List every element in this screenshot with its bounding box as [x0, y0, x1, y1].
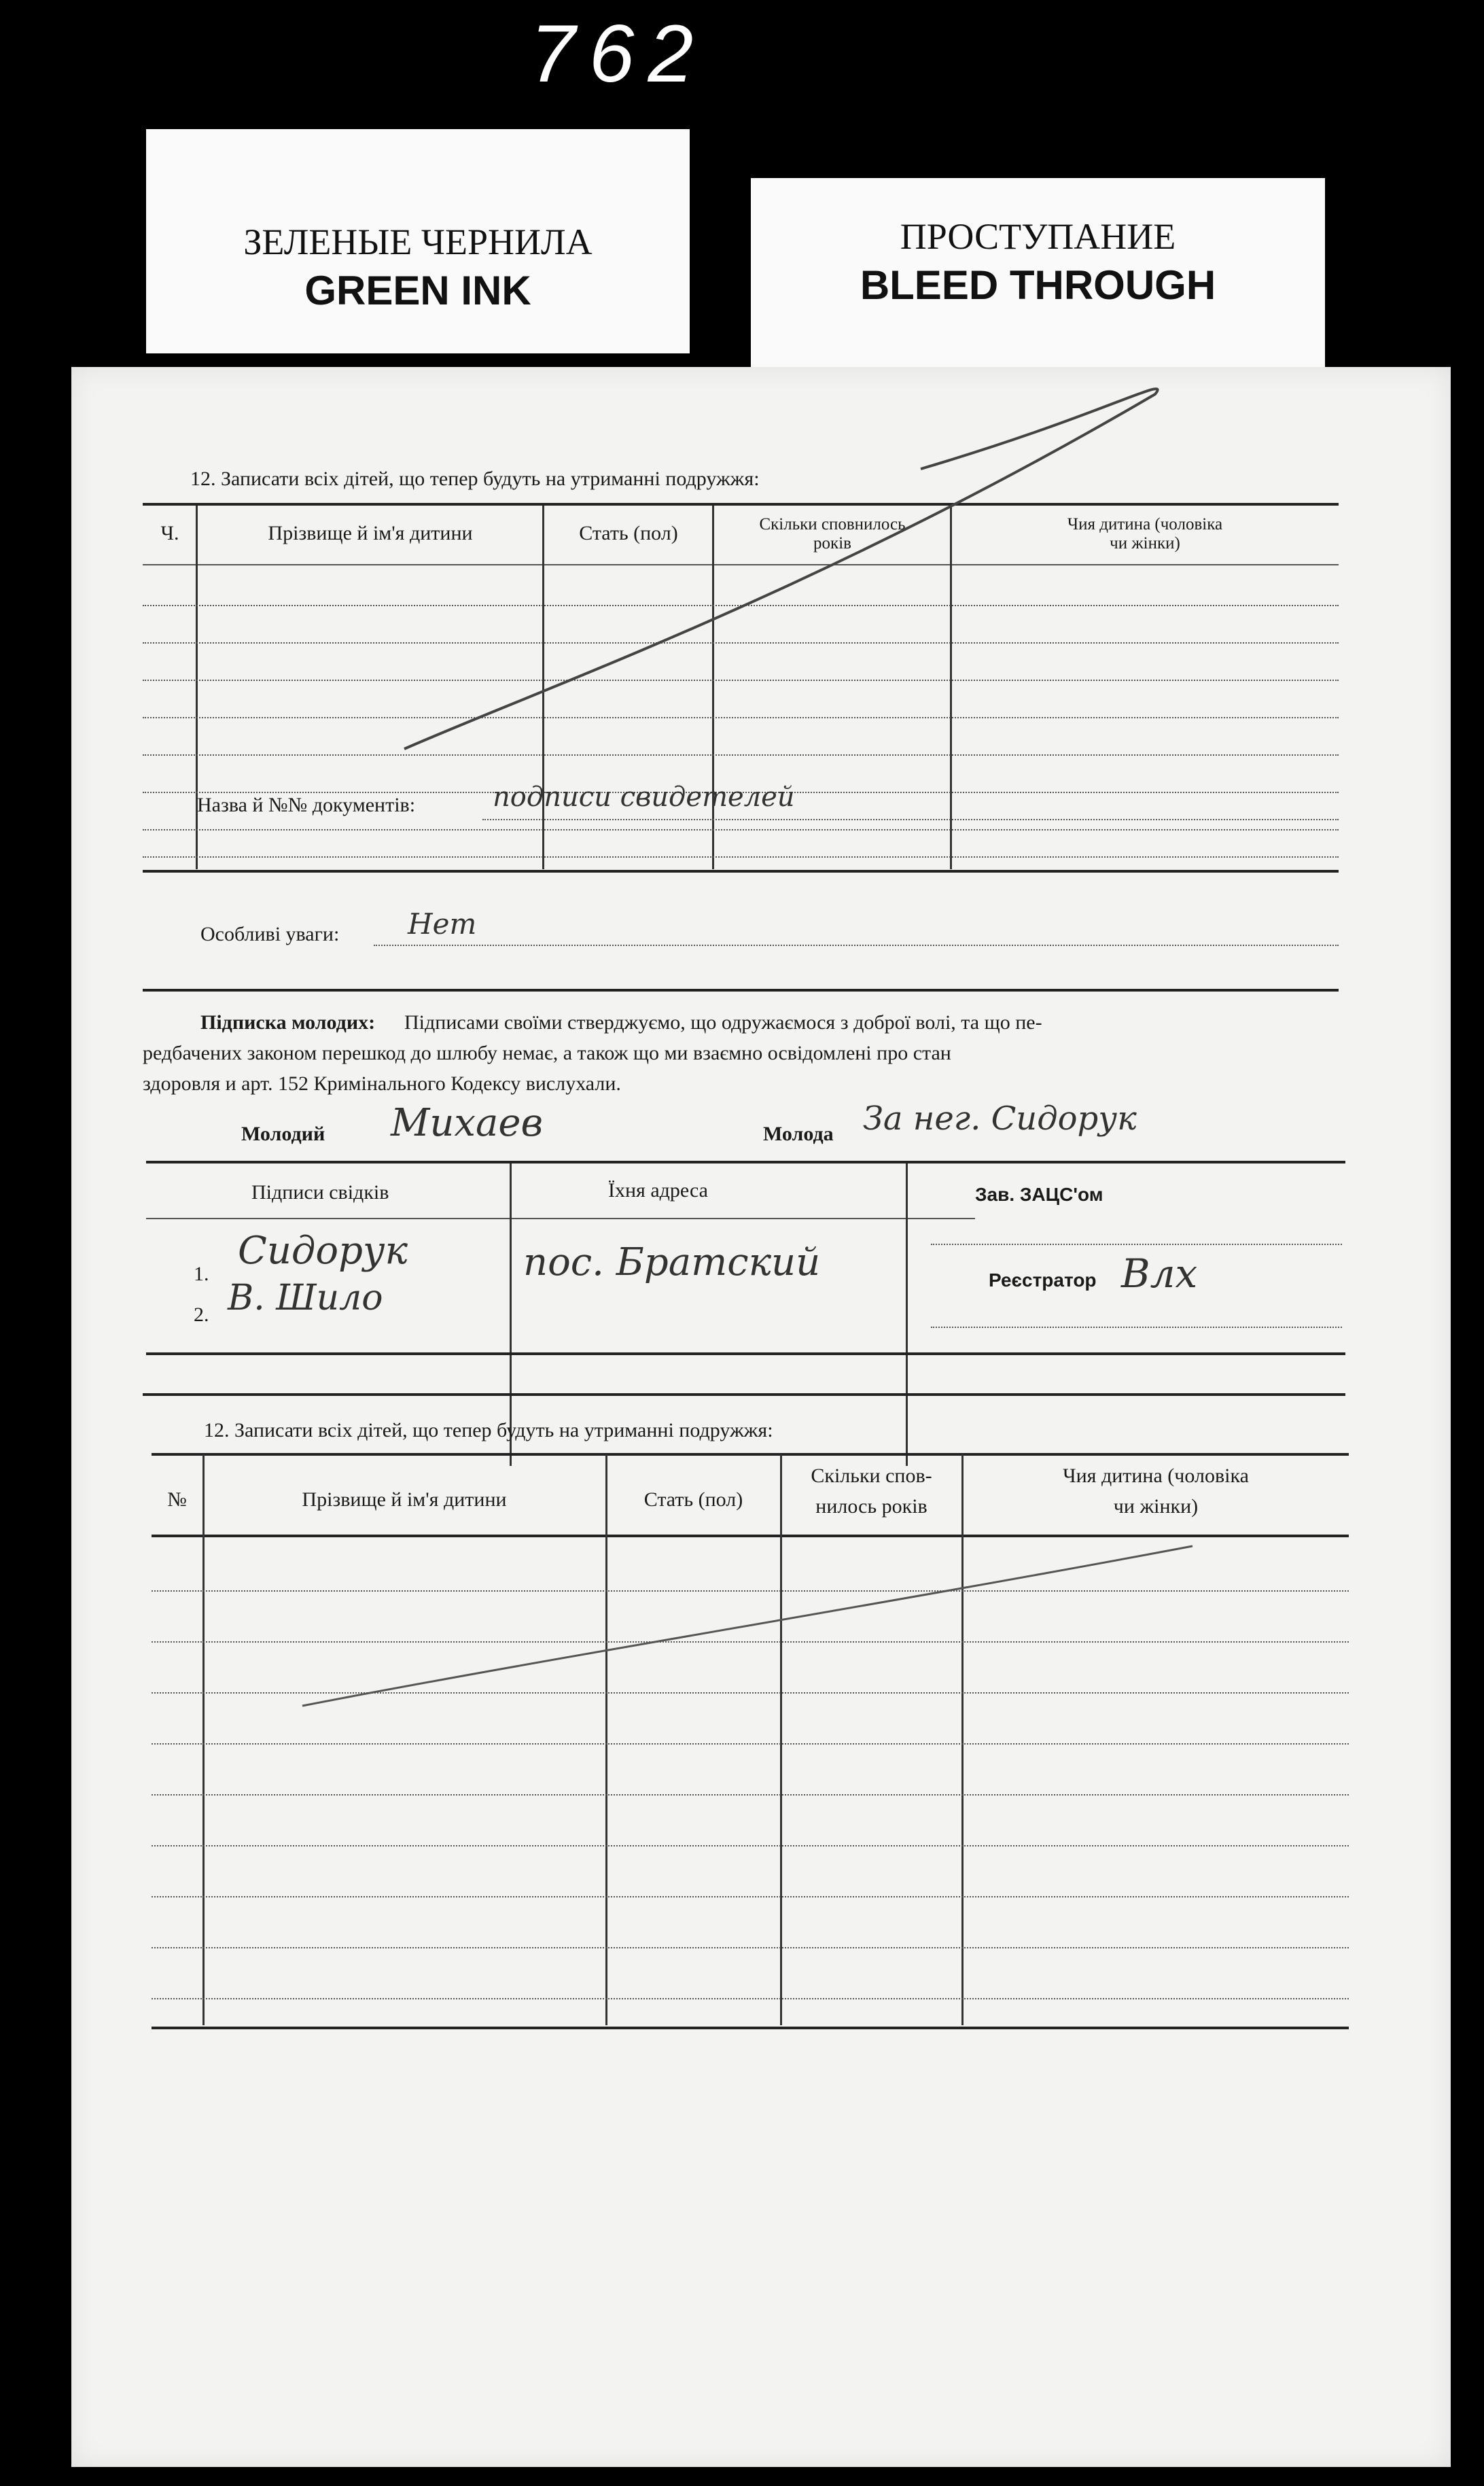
lower-col-whose-2: чи жінки) [1113, 1495, 1199, 1518]
lower-col-no: № [167, 1488, 187, 1511]
bleed-through-label-en: BLEED THROUGH [860, 262, 1216, 308]
lower-strike-stroke [302, 1546, 1192, 1706]
upper-col-whose-2: чи жінки) [1110, 534, 1180, 553]
lower-col-whose-1: Чия дитина (чоловіка [1063, 1465, 1249, 1487]
remarks-label: Особливі уваги: [200, 923, 340, 945]
upper-col-age-1: Скільки сповнилось [759, 515, 906, 533]
green-ink-label-en: GREEN INK [304, 268, 531, 313]
bride-label: Молода [763, 1123, 834, 1145]
pen-strokes [71, 367, 1451, 2467]
upper-col-sex: Стать (пол) [579, 522, 678, 544]
address-header: Їхня адреса [608, 1179, 708, 1202]
pledge-line-3: здоровля и арт. 152 Кримінального Кодексу вислухали. [143, 1072, 621, 1095]
groom-signature: Михаев [391, 1101, 544, 1145]
registrar-signature: Влх [1121, 1250, 1198, 1297]
remarks-value: Нет [408, 907, 477, 941]
lower-col-age-2: нилось років [815, 1495, 928, 1518]
pledge-line-2: редбачених законом перешкод до шлюбу немає, а також що ми взаємно освідомлені про стан [143, 1042, 951, 1064]
upper-children-heading: 12. Записати всіх дітей, що тепер будуть на утриманні подружжя: [190, 468, 760, 490]
witness-2-number: 2. [194, 1303, 209, 1326]
upper-col-name: Прізвище й ім'я дитини [268, 522, 473, 544]
head-label: Зав. ЗАЦС'ом [975, 1184, 1103, 1205]
witness-1-number: 1. [194, 1263, 209, 1285]
lower-col-age-1: Скільки спов- [811, 1465, 932, 1487]
documents-value: подписи свидетелей [493, 782, 795, 813]
green-ink-label [146, 129, 690, 353]
registrar-label: Реєстратор [989, 1270, 1097, 1291]
document-page [71, 367, 1451, 2467]
documents-label: Назва й №№ документів: [197, 794, 416, 816]
pledge-label: Підписка молодих: [200, 1011, 376, 1034]
green-ink-label-ru: ЗЕЛЕНЫЕ ЧЕРНИЛА [243, 222, 593, 262]
upper-strike-stroke [404, 389, 1158, 749]
address-value: пос. Братский [523, 1240, 821, 1284]
lower-children-heading: 12. Записати всіх дітей, що тепер будуть на утриманні подружжя: [204, 1419, 773, 1441]
upper-col-no: Ч. [160, 522, 179, 544]
pledge-line-1: Підписами своїми стверджуємо, що одружаємося з доброї волі, та що пе- [404, 1011, 1042, 1034]
upper-col-whose-1: Чия дитина (чоловіка [1067, 515, 1223, 533]
witness-2-signature: В. Шило [228, 1278, 383, 1318]
upper-col-age-2: років [813, 534, 851, 553]
bleed-through-label [751, 178, 1325, 382]
witness-1-signature: Сидорук [238, 1229, 408, 1273]
groom-label: Молодий [241, 1123, 325, 1145]
lower-col-name: Прізвище й ім'я дитини [302, 1488, 507, 1511]
bride-signature: За нег. Сидорук [863, 1100, 1137, 1138]
sheet-number: 762 [530, 8, 707, 99]
bleed-through-label-ru: ПРОСТУПАНИЕ [900, 216, 1176, 257]
witness-header: Підписи свідків [251, 1181, 389, 1204]
lower-col-sex: Стать (пол) [643, 1488, 743, 1511]
